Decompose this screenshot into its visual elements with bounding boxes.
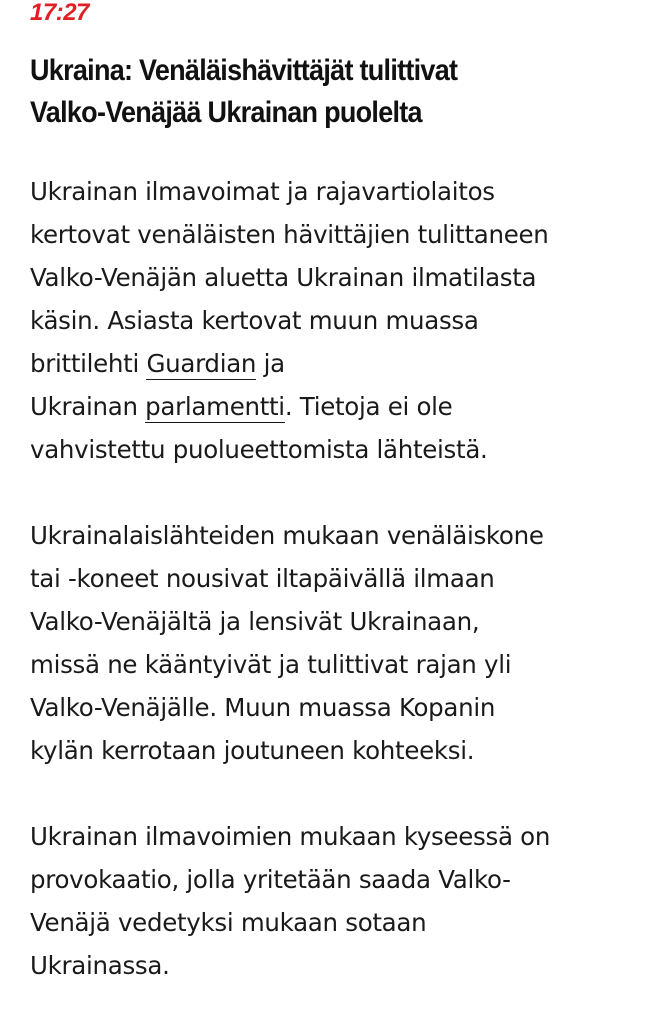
headline-line-2: Valko-Venäjää Ukrainan puolelta — [30, 96, 422, 129]
p2-line-5: Valko-Venäjälle. Muun muassa Kopanin — [30, 693, 496, 722]
p1-line-5-prefix: brittilehti — [30, 349, 147, 378]
article-body — [30, 170, 620, 1030]
p1-line-5-suffix: ja — [256, 349, 285, 378]
p1-line-4: käsin. Asiasta kertovat muun muassa — [30, 306, 479, 335]
article-timestamp: 17:27 — [30, 0, 89, 26]
p3-line-3: Venäjä vedetyksi mukaan sotaan — [30, 908, 427, 937]
p1-line-6-prefix: Ukrainan — [30, 392, 146, 421]
p2-line-3: Valko-Venäjältä ja lensivät Ukrainaan, — [30, 607, 480, 636]
p3-line-1: Ukrainan ilmavoimien mukaan kyseessä on — [30, 822, 551, 851]
p2-line-1: Ukrainalaislähteiden mukaan venäläiskone — [30, 521, 544, 550]
article-headline — [30, 50, 630, 134]
p3-line-4: Ukrainassa. — [30, 951, 170, 980]
guardian-link[interactable]: Guardian — [146, 349, 257, 378]
p2-line-2: tai -koneet nousivat iltapäivällä ilmaan — [30, 564, 495, 593]
paragraph-3 — [30, 815, 620, 987]
p1-line-3: Valko-Venäjän aluetta Ukrainan ilmatilasta — [30, 263, 537, 292]
p1-line-6-suffix: . Tietoja ei ole — [284, 392, 453, 421]
paragraph-1 — [30, 170, 620, 471]
p2-line-6: kylän kerrotaan joutuneen kohteeksi. — [30, 736, 475, 765]
parliament-link[interactable]: parlamentti — [145, 392, 285, 421]
p1-line-1: Ukrainan ilmavoimat ja rajavartiolaitos — [30, 177, 495, 206]
p1-line-7: vahvistettu puolueettomista lähteistä. — [30, 435, 488, 464]
paragraph-2 — [30, 514, 620, 772]
p2-line-4: missä ne kääntyivät ja tulittivat rajan yli — [30, 650, 512, 679]
headline-line-1: Ukraina: Venäläishävittäjät tulittivat — [30, 54, 458, 87]
p3-line-2: provokaatio, jolla yritetään saada Valko- — [30, 865, 511, 894]
p1-line-2: kertovat venäläisten hävittäjien tulittaneen — [30, 220, 549, 249]
